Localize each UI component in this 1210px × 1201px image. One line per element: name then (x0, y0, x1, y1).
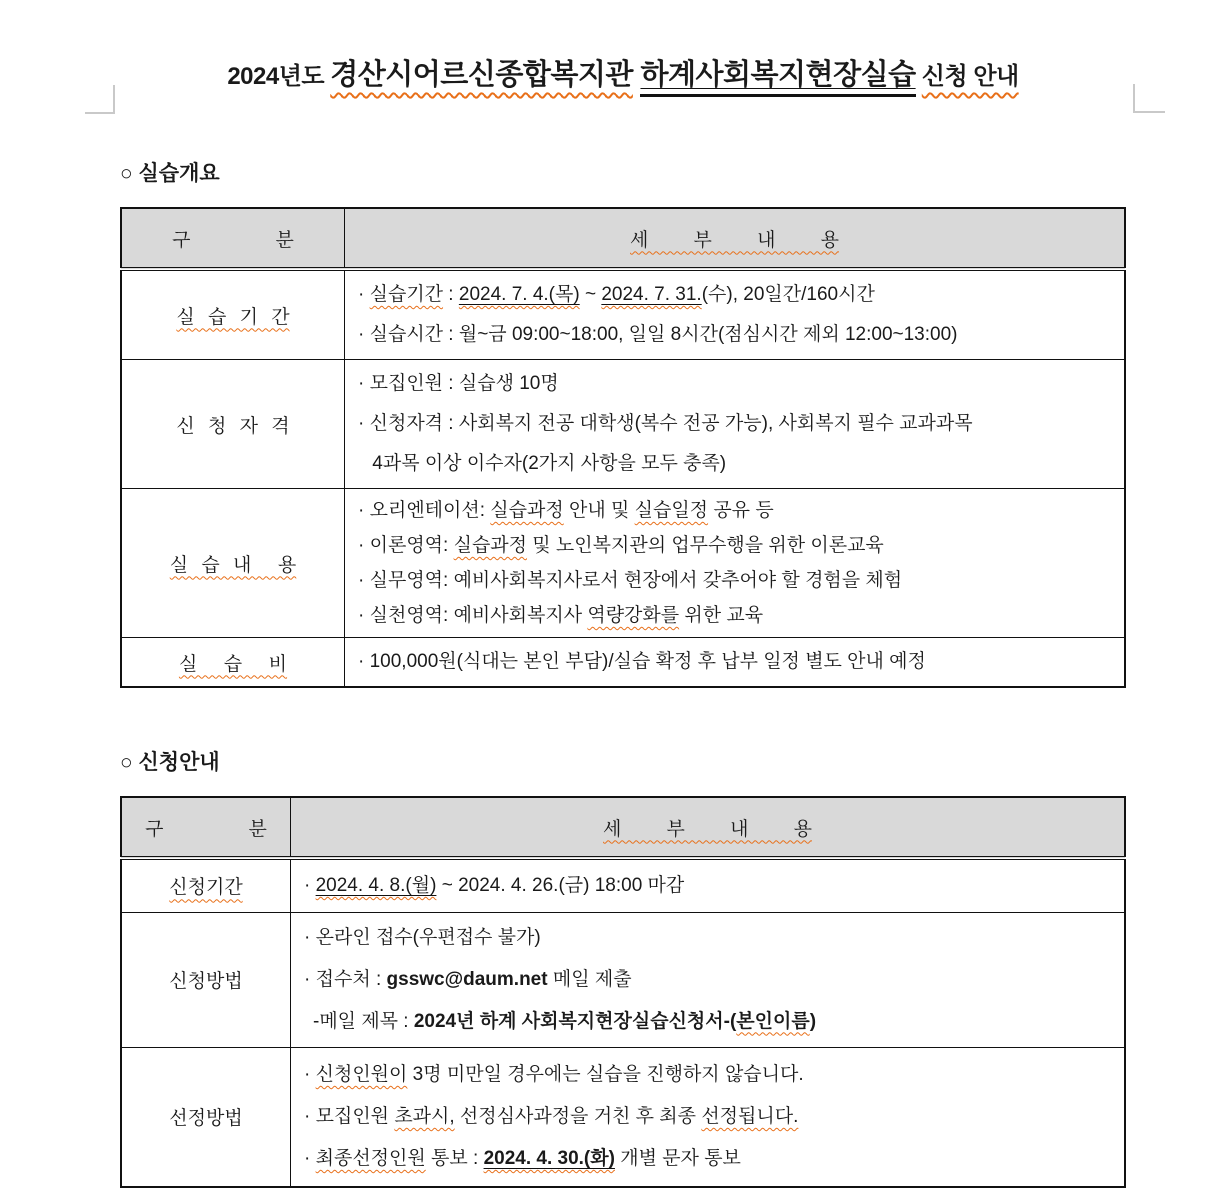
text-run: · 오리엔테이션: (358, 500, 491, 521)
text-run: 안내 및 (563, 500, 635, 521)
text-run: 세 부 내 용 (630, 229, 839, 251)
content-line (304, 1096, 1118, 1138)
row-label-cell (121, 269, 345, 360)
content-line (358, 404, 1118, 444)
text-run: · 이론영역: (358, 535, 454, 556)
text-run: 2024. 4. 30.(화) (483, 1147, 615, 1169)
text-run: 개별 문자 통보 (614, 1147, 741, 1169)
text-run: 초과시, (394, 1105, 455, 1127)
application-table (120, 796, 1126, 1188)
text-run: 2024년도 (227, 63, 331, 90)
content-line (358, 642, 1118, 682)
row-content-cell (291, 858, 1126, 912)
text-run: · (304, 1147, 316, 1169)
row-content-cell (291, 912, 1126, 1047)
content-line (304, 917, 1118, 959)
content-line (304, 1054, 1118, 1096)
table-row (121, 360, 1125, 489)
text-run: · 실습시간 : 월~금 09:00~18:00, 일일 8시간(점심시간 제외 12:00~13:00) (358, 324, 958, 345)
text-run: 본인이름 (736, 1010, 810, 1032)
content-line (304, 865, 1118, 907)
content-line (358, 598, 1118, 633)
row-label-text: 실 습 기 간 (176, 306, 290, 328)
text-run: · 실무영역: 예비사회복지사로서 현장에서 갖추어야 할 경험을 체험 (358, 570, 903, 591)
text-run: 최종선정인원 (315, 1147, 426, 1169)
text-run: -메일 제목 : (313, 1010, 414, 1032)
text-run: 실습일정 (634, 500, 709, 521)
text-run: · (358, 284, 370, 305)
text-run: (수), 20일간/160시간 (701, 284, 875, 305)
text-run: · 모집인원 : 실습생 10명 (358, 373, 559, 394)
document-page (0, 52, 1210, 1201)
text-run: 4과목 이상 이수자(2가지 사항을 모두 충족) (367, 453, 727, 474)
text-run: · 100,000원(식대는 본인 부담)/실습 확정 후 납부 일정 별도 안내 예정 (358, 651, 926, 672)
header-cell-details (291, 797, 1126, 858)
text-run: 세 부 내 용 (603, 818, 812, 840)
row-label-text: 신청기간 (169, 877, 243, 899)
row-label-cell: 신청방법 (121, 912, 291, 1047)
text-run: 선정심사과정을 거친 후 최종 (454, 1105, 702, 1127)
text-run: · (304, 1063, 316, 1085)
row-content-cell (345, 360, 1126, 489)
header-cell-category: 구 분 (121, 797, 291, 858)
row-label-text: 실 습 내 용 (169, 554, 297, 576)
text-run: · (304, 874, 316, 896)
content-line (358, 493, 1118, 528)
table-row (121, 912, 1125, 1047)
text-run: 공유 등 (708, 500, 774, 521)
header-cell-details (345, 208, 1126, 269)
table-header-row (121, 797, 1125, 858)
content-line (358, 528, 1118, 563)
text-run: 실습기간 (369, 284, 444, 305)
row-content-cell (345, 269, 1126, 360)
content-line (358, 275, 1118, 315)
table-row (121, 269, 1125, 360)
page-margin-mark-top-left (85, 85, 115, 114)
document-title (120, 52, 1126, 93)
document-content (120, 52, 1126, 1188)
content-line (304, 959, 1118, 1001)
table-row (121, 489, 1125, 638)
content-line (358, 315, 1118, 355)
text-run: 및 노인복지관의 업무수행을 위한 이론교육 (527, 535, 884, 556)
text-run: 위한 교육 (679, 605, 764, 626)
text-run: · 모집인원 (304, 1105, 395, 1127)
text-run: · 온라인 접수(우편접수 불가) (304, 926, 541, 948)
row-content-cell (291, 1047, 1126, 1187)
text-run: : (443, 284, 459, 305)
text-run: 선정됩니다. (701, 1105, 799, 1127)
text-run: 3명 미만일 경우에는 실습을 진행하지 않습니다. (407, 1063, 804, 1085)
row-label-cell (121, 638, 345, 688)
table-row (121, 1047, 1125, 1187)
text-run: 하계사회복지현장실습 (640, 59, 915, 97)
text-run: · 실천영역: 예비사회복지사 (358, 605, 588, 626)
text-run: · 접수처 : (304, 968, 387, 990)
text-run: 경산시어르신종합복지관 (330, 59, 633, 91)
content-line (358, 364, 1118, 404)
table-row (121, 638, 1125, 688)
text-run: ~ (579, 284, 602, 305)
table-header-row (121, 208, 1125, 269)
text-run: gsswc@daum.net (386, 968, 548, 990)
text-run: 실습과정 (490, 500, 564, 521)
text-run: · 신청자격 : 사회복지 전공 대학생(복수 전공 가능), 사회복지 필수 교과과목 (358, 413, 973, 434)
text-run: 역량강화를 (587, 605, 680, 626)
text-run: ) (809, 1010, 817, 1032)
content-line (358, 563, 1118, 598)
section-heading-overview: ○ 실습개요 (120, 162, 220, 185)
overview-table (120, 207, 1126, 688)
text-run: 신청 안내 (921, 63, 1019, 90)
text-run: 2024년 하계 사회복지현장실습신청서-( (413, 1010, 737, 1032)
text-run: 2024. 7. 31. (601, 284, 702, 305)
row-label-text: 실 습 비 (178, 653, 288, 675)
row-label-cell (121, 489, 345, 638)
text-run: 실습과정 (453, 535, 528, 556)
table-row (121, 858, 1125, 912)
content-line (304, 1138, 1118, 1180)
row-label-cell: 선정방법 (121, 1047, 291, 1187)
text-run: 2024. 4. 8.(월) (315, 874, 437, 896)
text-run: 메일 제출 (547, 968, 632, 990)
content-line (358, 444, 1118, 484)
row-content-cell (345, 489, 1126, 638)
row-label-cell (121, 858, 291, 912)
row-content-cell (345, 638, 1126, 688)
text-run: 2024. 7. 4.(목) (458, 284, 580, 305)
header-cell-category: 구 분 (121, 208, 345, 269)
content-line (304, 1001, 1118, 1043)
text-run: ~ 2024. 4. 26.(금) 18:00 마감 (436, 874, 685, 896)
text-run: 신청인원이 (315, 1063, 408, 1085)
text-run: 통보 : (425, 1147, 484, 1169)
section-heading-application: ○ 신청안내 (120, 751, 220, 774)
row-label-cell: 신 청 자 격 (121, 360, 345, 489)
page-margin-mark-top-right (1133, 84, 1165, 113)
